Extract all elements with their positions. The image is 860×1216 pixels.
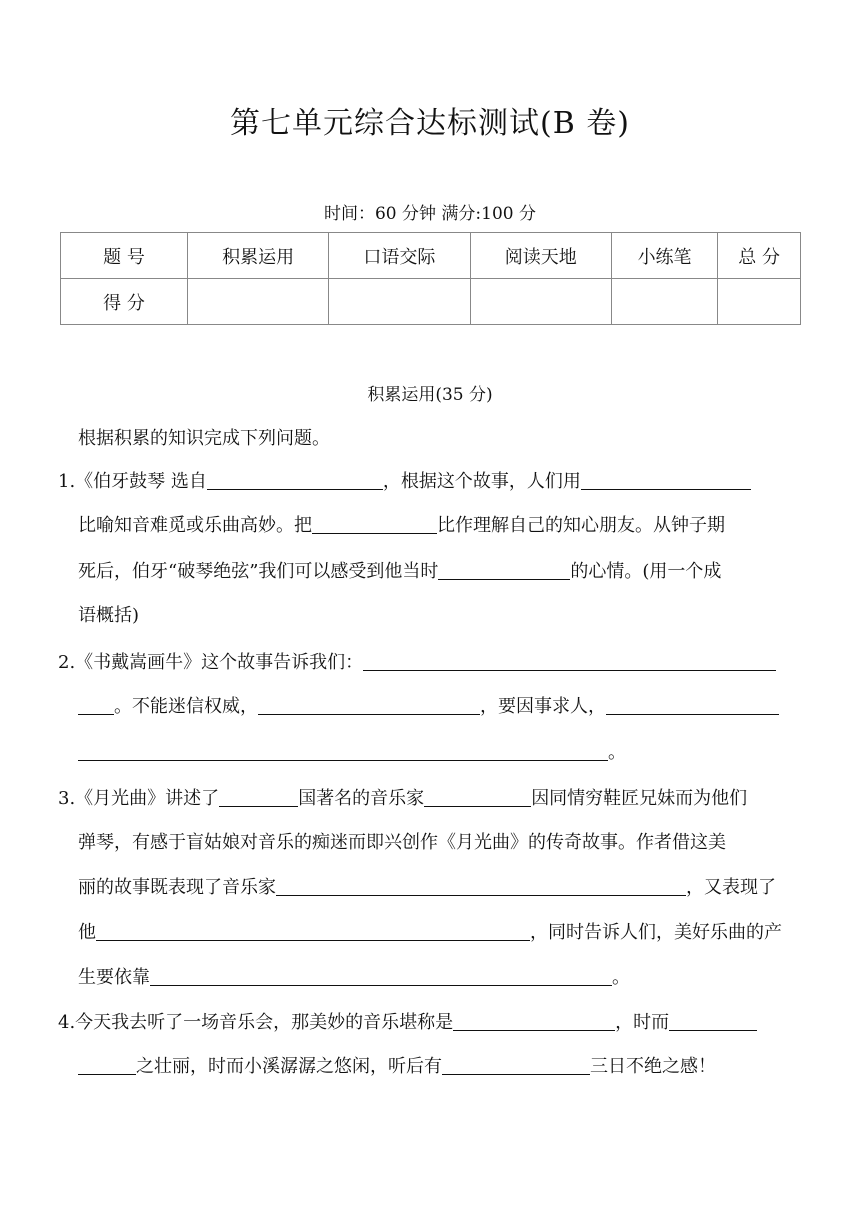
header-cell: 口语交际 — [329, 233, 470, 279]
q1-line: 语概括) — [78, 605, 140, 626]
answer-blank[interactable] — [581, 471, 751, 490]
answer-blank[interactable] — [258, 696, 480, 715]
answer-blank[interactable] — [312, 515, 437, 534]
header-cell: 阅读天地 — [470, 233, 611, 279]
q4-line: 之壮丽，时而小溪潺潺之悠闲，听后有 三日不绝之感！ — [78, 1056, 830, 1078]
q1-line: 1.《伯牙鼓琴 选自 ，根据这个故事，人们用 — [58, 471, 810, 493]
score-table-header-row — [61, 233, 801, 279]
q3-line: 弹琴，有感于盲姑娘对音乐的痴迷而即兴创作《月光曲》的传奇故事。作者借这美 — [78, 832, 726, 853]
answer-blank[interactable] — [207, 471, 383, 490]
score-entry-cell[interactable] — [718, 279, 801, 325]
section-title: 积累运用(35 分) — [367, 385, 493, 405]
q3-line: 丽的故事既表现了音乐家 ，又表现了 — [78, 877, 776, 898]
page-title: 第七单元综合达标测试(B 卷) — [230, 106, 630, 141]
answer-blank[interactable] — [669, 1012, 757, 1031]
score-table-score-row — [61, 279, 801, 325]
answer-blank[interactable] — [78, 742, 608, 761]
score-entry-cell[interactable] — [611, 279, 717, 325]
q2-line: 2.《书戴嵩画牛》这个故事告诉我们： — [58, 652, 810, 674]
answer-blank[interactable] — [78, 1056, 136, 1075]
q2-line: 。不能迷信权威， ，要因事求人， — [78, 696, 830, 718]
q3-line: 3.《月光曲》讲述了 国著名的音乐家 因同情穷鞋匠兄妹而为他们 — [58, 788, 748, 809]
q3-line: 他 ，同时告诉人们，美好乐曲的产 — [78, 922, 782, 943]
header-cell: 小练笔 — [611, 233, 717, 279]
score-label-cell: 得 分 — [61, 279, 188, 325]
q1-line: 比喻知音难觅或乐曲高妙。把 比作理解自己的知心朋友。从钟子期 — [78, 515, 725, 536]
intro-text: 根据积累的知识完成下列问题。 — [78, 428, 330, 449]
score-entry-cell[interactable] — [470, 279, 611, 325]
row-label-cell: 题 号 — [61, 233, 188, 279]
answer-blank[interactable] — [453, 1012, 615, 1031]
header-cell: 总 分 — [718, 233, 801, 279]
answer-blank[interactable] — [424, 788, 531, 807]
answer-blank[interactable] — [363, 652, 776, 671]
q3-line: 生要依靠 。 — [78, 967, 630, 988]
score-table — [60, 232, 801, 325]
score-entry-cell[interactable] — [188, 279, 329, 325]
header-cell: 积累运用 — [188, 233, 329, 279]
answer-blank[interactable] — [276, 877, 686, 896]
answer-blank[interactable] — [606, 696, 779, 715]
exam-meta: 时间：60 分钟 满分:100 分 — [323, 204, 537, 224]
q2-line: 。 — [78, 742, 830, 764]
q1-line: 死后，伯牙“破琴绝弦”我们可以感受到他当时 的心情。(用一个成 — [78, 561, 722, 582]
answer-blank[interactable] — [78, 696, 114, 715]
answer-blank[interactable] — [96, 922, 530, 941]
answer-blank[interactable] — [438, 561, 570, 580]
answer-blank[interactable] — [150, 967, 612, 986]
q4-line: 4.今天我去听了一场音乐会，那美妙的音乐堪称是 ，时而 — [58, 1012, 810, 1034]
answer-blank[interactable] — [219, 788, 298, 807]
answer-blank[interactable] — [442, 1056, 590, 1075]
score-entry-cell[interactable] — [329, 279, 470, 325]
